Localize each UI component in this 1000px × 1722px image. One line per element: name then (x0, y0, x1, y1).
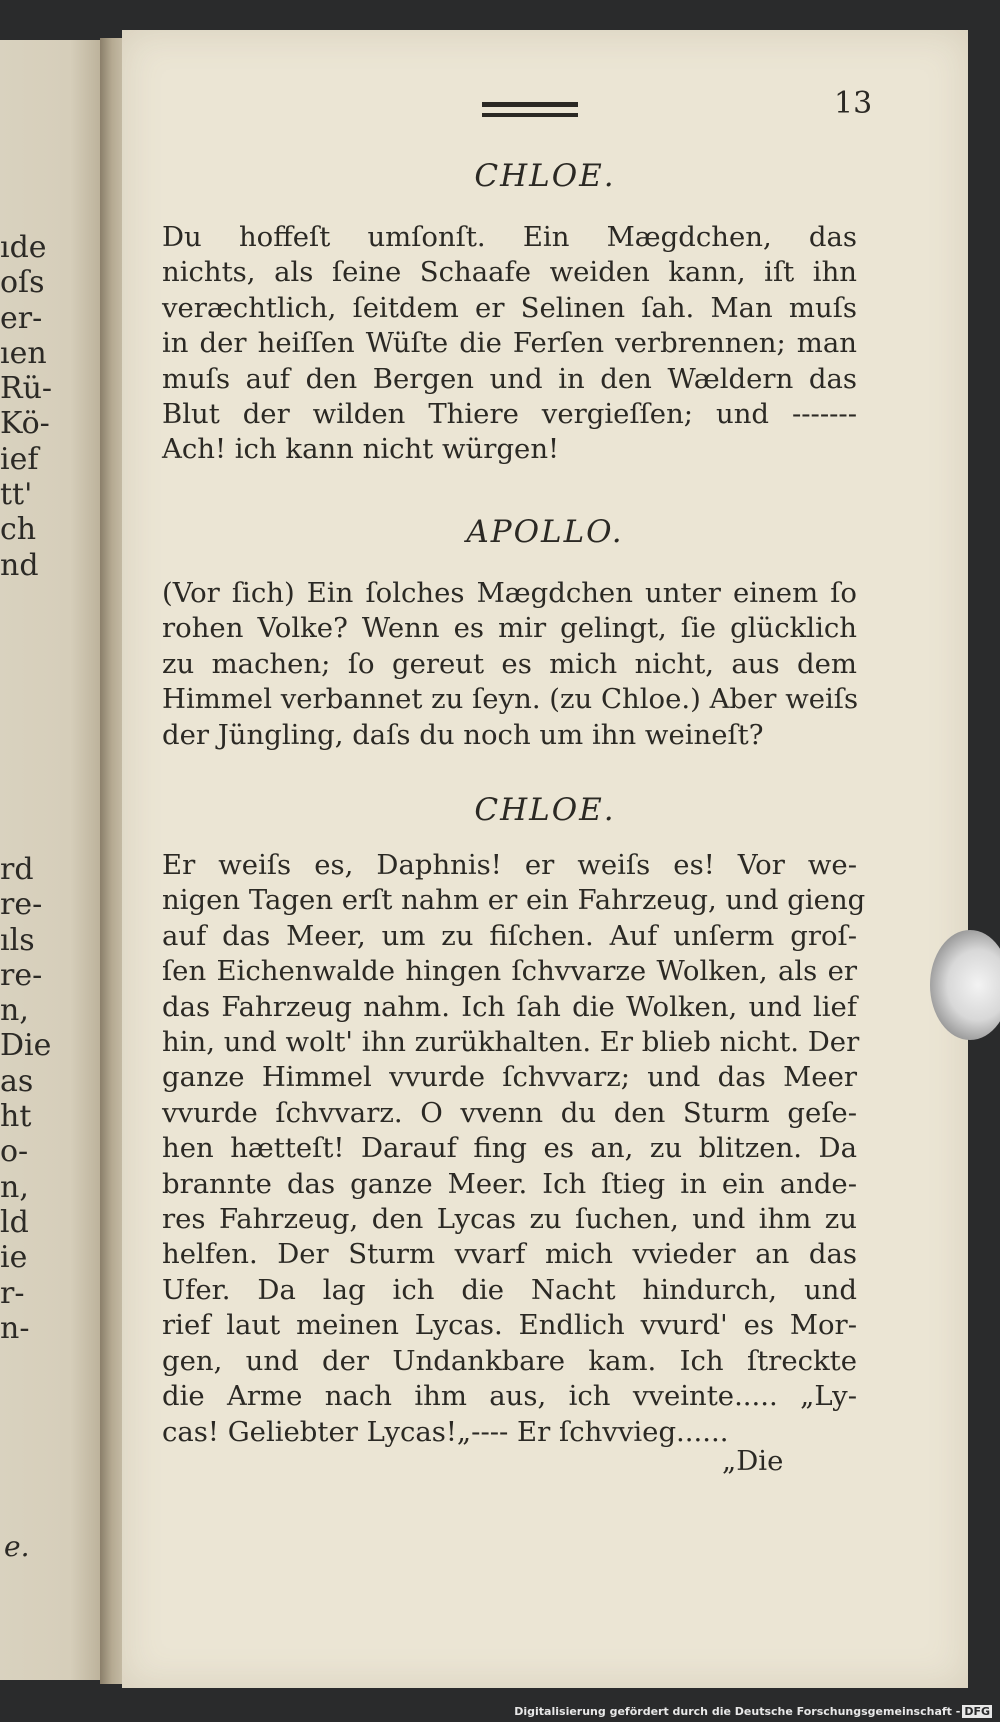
page-clip (930, 930, 1000, 1040)
speaker-heading: CHLOE. (474, 158, 616, 194)
text-line: nigen Tagen erſt nahm er ein Fahrzeug, und gieng (162, 884, 866, 917)
left-page-line: ie (0, 1240, 28, 1276)
speaker-heading: APOLLO. (466, 514, 624, 550)
text-line: Du hoffeſt umſonſt. Ein Mægdchen, das (162, 221, 857, 253)
text-line: Ach! ich kann nicht würgen! (162, 433, 560, 466)
left-page-line: ıls (0, 922, 35, 958)
text-line: brannte das ganze Meer. Ich ſtieg in ein ande- (162, 1167, 857, 1200)
left-page-line: n, (0, 993, 29, 1029)
left-page-line: re- (0, 957, 43, 993)
left-page-line: oſs (0, 265, 45, 301)
text-line: die Arme nach ihm aus, ich vveinte..... „Ly- (162, 1380, 857, 1413)
text-line: muſs auf den Bergen und in den Wældern das (162, 362, 857, 395)
text-line: ſen Eichenwalde hingen ſchvvarze Wolken, als er (162, 955, 857, 988)
left-page-line: tt' (0, 477, 33, 513)
text-line: der Jüngling, daſs du noch um ihn weineſt? (162, 718, 764, 751)
text-line: nichts, als ſeine Schaafe weiden kann, iſt ihn (162, 256, 857, 289)
book-page (122, 30, 968, 1688)
left-page-line: nd (0, 547, 39, 583)
left-page-line: Kö- (0, 406, 50, 442)
left-page-line: ıde (0, 230, 47, 265)
left-page-line: n- (0, 1310, 30, 1346)
page-number: 13 (834, 86, 873, 121)
text-line: hin, und wolt' ihn zurükhalten. Er blieb nicht. Der (162, 1026, 860, 1059)
left-page-line: Rü- (0, 371, 53, 407)
left-page-line: as (0, 1063, 34, 1099)
dialogue-paragraph (162, 220, 857, 468)
text-line: auf das Meer, um zu fiſchen. Auf unſerm groſ- (162, 919, 857, 952)
left-page-line: ld (0, 1204, 29, 1240)
text-line: Ufer. Da lag ich die Nacht hindurch, und (162, 1273, 857, 1306)
left-page-line: er- (0, 300, 43, 336)
left-page-line: n, (0, 1169, 29, 1205)
text-line: res Fahrzeug, den Lycas zu ſuchen, und ihm zu (162, 1203, 857, 1236)
left-page-line: ıen (0, 335, 47, 371)
text-line: ganze Himmel vvurde ſchvvarz; und das Meer (162, 1061, 857, 1094)
left-page-text-bottom (0, 852, 100, 1346)
text-line: das Fahrzeug nahm. Ich ſah die Wolken, und lief (162, 990, 857, 1023)
text-line: Er weiſs es, Daphnis! er weiſs es! Vor we- (162, 849, 857, 881)
text-line: rohen Volke? Wenn es mir gelingt, ſie glücklich (162, 612, 857, 645)
text-line: Himmel verbannet zu ſeyn. (zu Chloe.) Aber weiſs (162, 683, 859, 716)
text-line: gen, und der Undankbare kam. Ich ſtreckte (162, 1344, 857, 1377)
text-line: zu machen; ſo gereut es mich nicht, aus dem (162, 647, 857, 680)
dialogue-paragraph (162, 848, 866, 1450)
left-page-line: rd (0, 852, 34, 887)
header-rule (482, 113, 578, 117)
text-line: (Vor ſich) Ein ſolches Mægdchen unter einem ſo (162, 577, 857, 609)
left-page-line: r- (0, 1275, 25, 1311)
text-line: veræchtlich, ſeitdem er Selinen ſah. Man muſs (162, 291, 857, 324)
left-page-line: ief (0, 441, 39, 477)
text-line: Blut der wilden Thiere vergieſſen; und ------- (162, 398, 857, 431)
text-line: in der heiſſen Wüſte die Ferſen verbrennen; man (162, 327, 857, 360)
text-line: cas! Geliebter Lycas!„---- Er ſchvvieg...... (162, 1415, 729, 1448)
text-line: helfen. Der Sturm vvarf mich vvieder an das (162, 1238, 857, 1271)
text-line: hen hætteſt! Darauf fing es an, zu blitzen. Da (162, 1132, 857, 1165)
left-page-line: o- (0, 1134, 29, 1170)
text-line: vvurde ſchvvarz. O vvenn du den Sturm geſe- (162, 1096, 857, 1129)
left-page-line: re- (0, 887, 43, 923)
speaker-heading: CHLOE. (474, 792, 616, 828)
header-rule (482, 102, 578, 107)
footer-text: Digitalisierung gefördert durch die Deutsche Forschungsgemeinschaft - (514, 1705, 961, 1718)
left-page-line: ht (0, 1099, 32, 1135)
dialogue-paragraph (162, 576, 857, 753)
left-page-line: Die (0, 1028, 52, 1064)
catchword: „Die (722, 1445, 784, 1477)
left-page (0, 40, 100, 1680)
left-page-catchword: e. (4, 1530, 30, 1563)
left-page-line: ch (0, 512, 37, 548)
dfg-logo: DFG (964, 1705, 990, 1718)
digitization-footer (514, 1705, 992, 1718)
text-line: rief laut meinen Lycas. Endlich vvurd' es Mor- (162, 1309, 857, 1342)
left-page-text-top (0, 230, 100, 583)
